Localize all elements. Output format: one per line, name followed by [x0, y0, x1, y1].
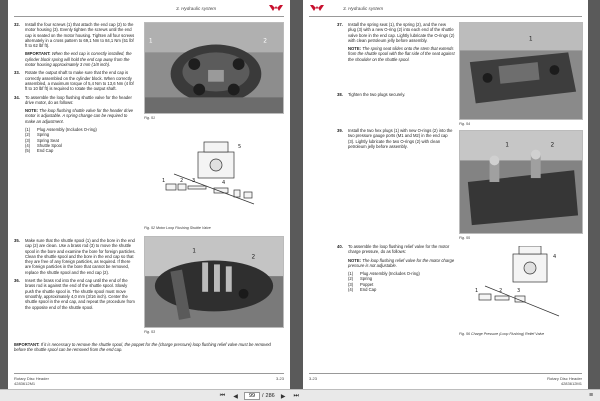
svg-text:2: 2	[550, 142, 555, 149]
step-number: 35.	[14, 238, 20, 243]
step-number: 33.	[14, 70, 20, 76]
total-pages: 286	[265, 393, 275, 399]
last-page-icon: ⏭	[293, 392, 299, 399]
legend-item: (2) Spring	[25, 132, 50, 138]
figure-caption: Fig. 51	[144, 116, 155, 120]
step-33	[14, 70, 136, 91]
figure-56-diagram	[459, 246, 583, 330]
menu-icon: ≡	[588, 392, 594, 399]
step-number: 40.	[337, 244, 343, 249]
important-text: When the end cap is correctly installed, the cylinder block spring will hold the end cap away from the motor housing approximately 3 mm (1/8 inch).	[25, 51, 132, 68]
figure-caption: Fig. 53	[144, 330, 155, 334]
figure-55-photo	[459, 130, 583, 234]
left-text-column-lower	[14, 238, 136, 313]
important-label: IMPORTANT:	[14, 342, 40, 347]
figure-54-photo	[459, 22, 583, 120]
prev-page-button[interactable]	[231, 392, 240, 401]
svg-text:1: 1	[148, 38, 153, 45]
step-number: 34.	[14, 94, 20, 100]
prev-page-icon: ◀	[233, 393, 238, 400]
svg-text:1: 1	[162, 178, 166, 184]
note-label: NOTE:	[348, 257, 362, 263]
step-number: 39.	[337, 128, 343, 133]
step-34	[14, 95, 136, 106]
step-text: Install the spring seat (1), the spring (2), and the new plug (3) with a new O-ring (2) into each end of the shuttle valve bore in the end cap. Lightly lubricate the O-rings (2) with clean petroleum jelly before assembly.	[348, 22, 455, 43]
important-note	[14, 342, 280, 353]
svg-text:2: 2	[251, 254, 256, 261]
svg-text:3: 3	[192, 178, 196, 184]
left-page	[8, 0, 290, 389]
figure-caption: Fig. 56 Charge Pressure (Loop Flushing) Relief Valve	[459, 332, 545, 336]
last-page-button[interactable]	[292, 392, 301, 401]
section-title: 3. Hydraulic system	[343, 6, 384, 11]
right-text-column-39	[337, 128, 455, 152]
legend-item: (2) Spring	[348, 276, 373, 282]
step-text: Install the four screws (1) that attach the end cap (2) to the motor housing (3). Evenly tighten the screws until the end cap is seated on the motor housing. Tighten all four screws alternately in a cross pattern to 69,1 Nm to 84,1 Nm (51 lbf ft to 62 lbf ft).	[25, 22, 135, 49]
footer-page-number: 3-23	[309, 376, 318, 381]
figure-caption: Fig. 52 Motor Loop Flushing Shuttle Valve	[144, 226, 211, 230]
legend-item: (3) Poppet	[348, 281, 374, 287]
bottom-important	[14, 340, 280, 356]
important-label: IMPORTANT:	[25, 51, 51, 57]
svg-text:3: 3	[517, 288, 521, 294]
svg-text:2: 2	[499, 288, 503, 294]
step-text: Rotate the output shaft to make sure that the end cap is correctly assembled on the cylinder block. When correctly assembled, a maximum torque of 5,4 Nm to 13,6 Nm (4 lbf ft to 10 lbf ft) is required to rotate the output shaft.	[25, 70, 134, 92]
step-35	[14, 238, 136, 275]
page-footer	[309, 373, 582, 385]
note-label: NOTE:	[348, 46, 362, 52]
note-label: NOTE:	[25, 108, 39, 114]
step-38	[337, 92, 455, 97]
svg-text:1: 1	[528, 36, 533, 43]
note-text: The loop flushing shuttle valve for the header drive motor is adjustable. A spring change can be required to make an adjustment.	[25, 108, 134, 124]
svg-text:4: 4	[553, 254, 557, 260]
legend-item: (3) Spring Seat	[25, 137, 59, 143]
step-text: To assemble the loop flushing shuttle valve for the header drive motor, do as follows:	[25, 94, 132, 105]
page-header	[14, 3, 284, 17]
step-39	[337, 128, 455, 149]
figure-caption: Fig. 55	[459, 236, 470, 240]
figure-caption: Fig. 54	[459, 122, 470, 126]
page-number-input[interactable]	[244, 392, 260, 400]
brand-logo-icon	[268, 3, 284, 13]
step-text: To assemble the loop flushing relief valve for the motor charge pressure, do as follows:	[348, 244, 450, 255]
important-note	[25, 51, 136, 67]
note	[348, 258, 455, 269]
figure-51-photo	[144, 22, 284, 114]
note-text: The spring seat slides onto the stem that extends from the shuttle spool with the flat side of the seat against the shoulder on the shuttle spool.	[348, 46, 455, 62]
svg-text:4: 4	[222, 180, 226, 186]
legend-item: (1) Plug Assembly (Includes O-ring)	[348, 271, 420, 277]
step-40	[337, 244, 455, 255]
menu-button[interactable]	[586, 391, 596, 400]
legend-item: (4) End Cap	[348, 287, 377, 293]
step-number: 32.	[14, 22, 20, 27]
footer-title: Rotary Disc Header	[14, 376, 49, 381]
parts-legend	[348, 271, 455, 292]
svg-text:1: 1	[475, 288, 479, 294]
page-navigation	[218, 391, 301, 401]
right-text-column	[337, 22, 455, 65]
page-header	[309, 3, 582, 17]
note-text: The loop flushing relief valve for the motor charge pressure is not adjustable.	[348, 257, 455, 268]
legend-item: (5) End Cap	[25, 148, 54, 154]
brand-logo-icon	[309, 3, 325, 13]
step-text: Tighten the two plugs securely.	[348, 92, 406, 97]
right-text-column-38	[337, 92, 455, 100]
figure-52-diagram	[144, 124, 284, 224]
legend-item: (4) Shuttle Spool	[25, 142, 62, 148]
svg-text:5: 5	[238, 144, 242, 150]
section-title: 3. Hydraulic system	[176, 6, 217, 11]
parts-legend	[25, 127, 136, 153]
next-page-button[interactable]	[279, 392, 288, 401]
svg-text:1: 1	[505, 142, 510, 149]
next-page-icon: ▶	[280, 393, 286, 400]
step-number: 38.	[337, 92, 343, 97]
first-page-button[interactable]	[218, 392, 227, 401]
page-separator: /	[262, 393, 264, 399]
legend-item: (1) Plug Assembly (Includes O-ring)	[25, 127, 97, 133]
right-text-column-40	[337, 244, 455, 295]
figure-53-photo	[144, 236, 284, 328]
footer-code: 4283612M1	[14, 381, 36, 386]
step-37	[337, 22, 455, 43]
step-number: 36.	[14, 278, 20, 284]
important-text: If it is necessary to remove the shuttle spool, the poppet for the (charge pressure) loop flushing relief valve must be removed before the shuttle spool can be removed from the end cap.	[14, 342, 271, 353]
svg-text:2: 2	[263, 38, 268, 45]
step-text: Install the two hex plugs (1) with new O-rings (2) into the two pressure gauge ports (M1 and M2) in the end cap (3). Lightly lubricate the two O-rings (2) with clean petroleum jelly before assembly.	[348, 128, 453, 149]
svg-text:1: 1	[192, 248, 197, 255]
left-text-column	[14, 22, 136, 157]
footer-code: 4283612M1	[560, 381, 582, 386]
footer-title: Rotary Disc Header	[547, 376, 582, 381]
right-page	[303, 0, 588, 389]
step-32	[14, 22, 136, 48]
step-number: 37.	[337, 22, 343, 27]
page-indicator	[244, 392, 275, 401]
page-footer	[14, 373, 284, 385]
step-text: Make sure that the shuttle spool (1) and the bore in the end cap (2) are clean. Use a brass rod (3) to move the shuttle spool in the bore and examine the bore for foreign particles. Clean the shuttle spool and the bore in the end cap so that they are free of any foreign particles, as required. If there are foreign particles in the bore that cannot be removed, replace the shuttle spool and the end cap (2).	[25, 238, 136, 275]
step-text: Insert the brass rod into the end cap until the end of the brass rod is against the end of the shuttle spool. Slowly push the shuttle spool in. The shuttle spool must move smoothly, approximately 4,0 mm (3/16 inch). Center the shuttle spool in the end cap, and repeat the procedure from the opposite end of the shuttle spool.	[25, 278, 135, 310]
svg-text:2: 2	[180, 178, 184, 184]
step-36	[14, 278, 136, 310]
note	[25, 108, 136, 124]
footer-page-number: 3-23	[275, 376, 284, 381]
viewer-toolbar	[0, 389, 600, 401]
note	[348, 46, 455, 62]
first-page-icon: ⏮	[219, 392, 226, 399]
